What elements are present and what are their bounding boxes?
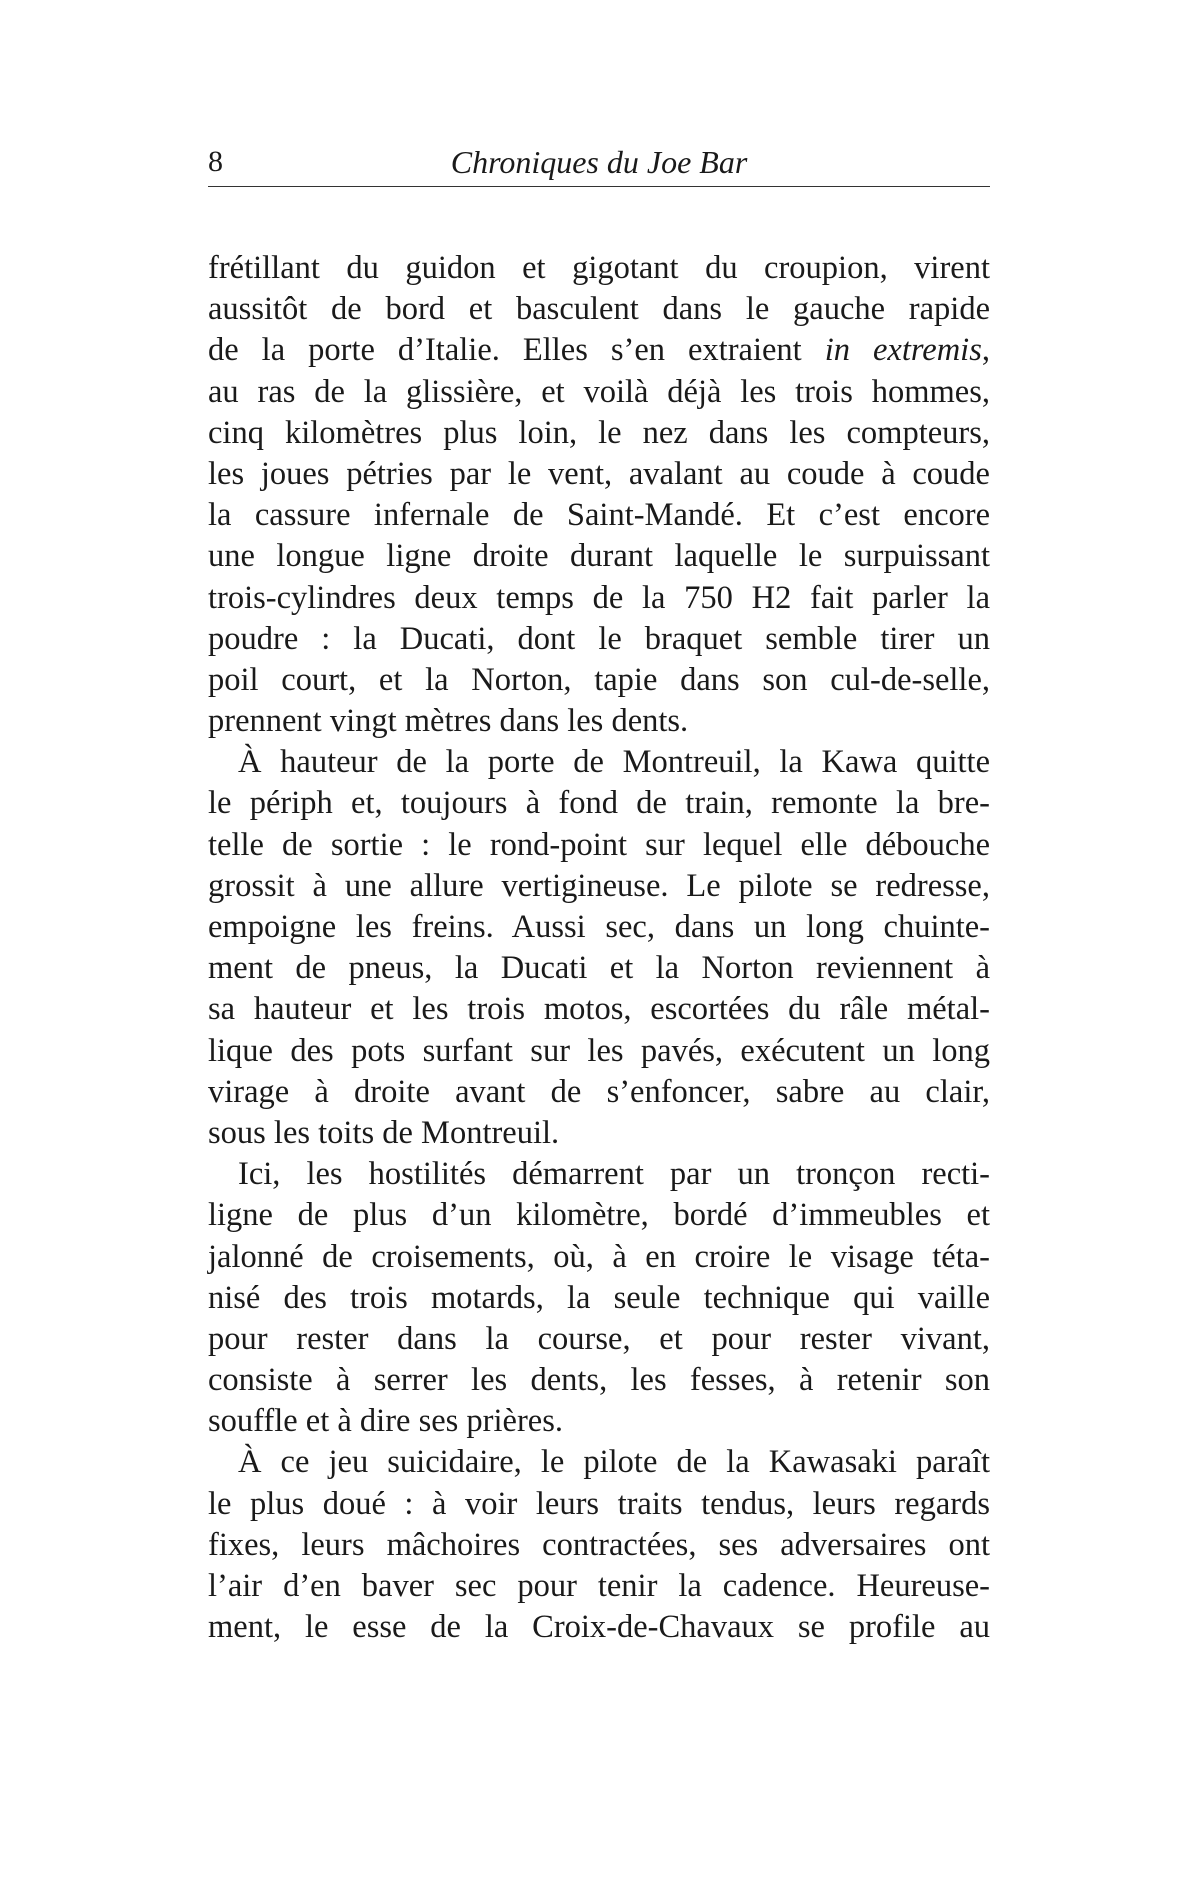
body-text [208, 248, 990, 1648]
text-line: poudre : la Ducati, dont le braquet semble tirer un [208, 620, 990, 657]
running-head [208, 142, 990, 187]
text-line: fixes, leurs mâchoires contractées, ses adversaires ont [208, 1526, 990, 1563]
text-line: grossit à une allure vertigineuse. Le pilote se redresse, [208, 867, 990, 904]
text-line: lique des pots surfant sur les pavés, exécutent un long [208, 1032, 990, 1069]
text-line: frétillant du guidon et gigotant du croupion, virent [208, 250, 990, 286]
text-line: Ici, les hostilités démarrent par un tronçon recti- [238, 1156, 990, 1193]
text-line: À hauteur de la porte de Montreuil, la Kawa quitte [238, 744, 990, 781]
text-line: l’air d’en baver sec pour tenir la cadence. Heureuse- [208, 1568, 990, 1604]
book-title: Chroniques du Joe Bar [450, 144, 748, 180]
text-line: les joues pétries par le vent, avalant au coude à coude [208, 455, 990, 492]
text-line: sa hauteur et les trois motos, escortées du râle métal- [208, 991, 990, 1028]
text-line: virage à droite avant de s’enfoncer, sabre au clair, [208, 1073, 990, 1110]
text-line: nisé des trois motards, la seule technique qui vaille [208, 1279, 990, 1316]
page-number: 8 [208, 145, 223, 178]
text-line: cinq kilomètres plus loin, le nez dans les compteurs, [208, 414, 990, 451]
text-line: au ras de la glissière, et voilà déjà les trois hommes, [208, 373, 990, 410]
text-segment: de la porte d’Italie. Elles s’en extraient [208, 332, 825, 369]
text-line: consiste à serrer les dents, les fesses, à retenir son [208, 1362, 990, 1399]
text-segment: , [981, 332, 990, 369]
text-line: prennent vingt mètres dans les dents. [208, 703, 689, 740]
text-line: jalonné de croisements, où, à en croire le visage téta- [208, 1238, 990, 1275]
text-line: telle de sortie : le rond-point sur lequel elle débouche [208, 826, 990, 863]
text-line: poil court, et la Norton, tapie dans son cul-de-selle, [208, 661, 990, 698]
text-line: ment de pneus, la Ducati et la Norton reviennent à [208, 950, 990, 987]
text-line [208, 330, 990, 371]
text-line: ligne de plus d’un kilomètre, bordé d’immeubles et [208, 1197, 990, 1234]
text-line: À ce jeu suicidaire, le pilote de la Kawasaki paraît [238, 1444, 990, 1481]
text-line: sous les toits de Montreuil. [208, 1114, 560, 1151]
text-line: ment, le esse de la Croix-de-Chavaux se profile au [208, 1609, 990, 1646]
text-line: le périph et, toujours à fond de train, remonte la bre- [208, 785, 990, 822]
text-line: pour rester dans la course, et pour rester vivant, [208, 1320, 990, 1357]
text-line: le plus doué : à voir leurs traits tendus, leurs regards [208, 1485, 990, 1522]
italic-phrase: in extremis [824, 332, 982, 369]
text-line: trois-cylindres deux temps de la 750 H2 fait parler la [208, 579, 990, 616]
text-line: empoigne les freins. Aussi sec, dans un long chuinte- [208, 909, 990, 945]
text-line: la cassure infernale de Saint-Mandé. Et c’est encore [208, 497, 990, 534]
text-line: souffle et à dire ses prières. [208, 1403, 563, 1440]
text-line: aussitôt de bord et basculent dans le gauche rapide [208, 291, 990, 328]
text-line: une longue ligne droite durant laquelle le surpuissant [208, 538, 990, 575]
